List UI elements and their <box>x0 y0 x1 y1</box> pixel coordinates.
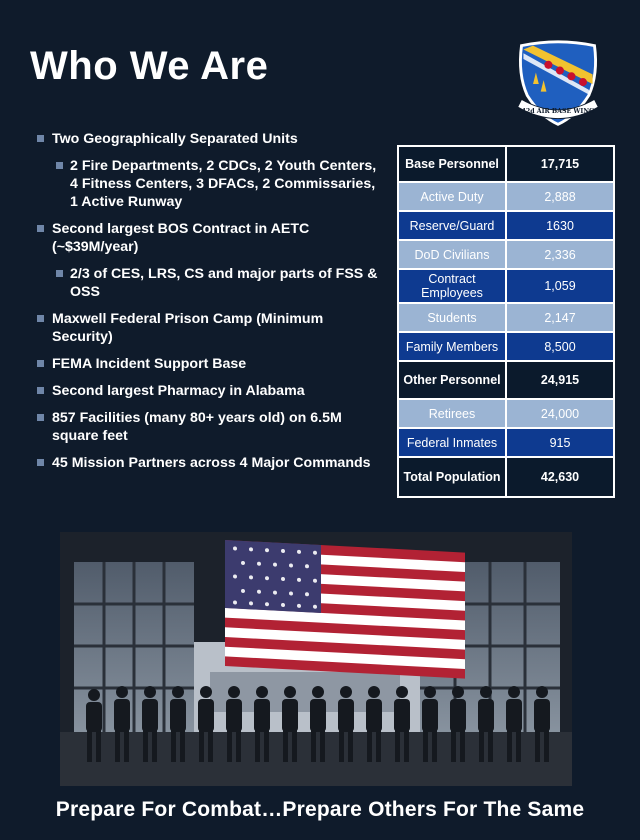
bullet-square-icon <box>37 414 44 421</box>
bullet-square-icon <box>37 459 44 466</box>
bullet-text: FEMA Incident Support Base <box>52 356 247 372</box>
bullet-text: Second largest Pharmacy in Alabama <box>52 383 305 399</box>
wing-emblem-icon <box>510 36 606 132</box>
bullet-square-icon <box>56 162 63 169</box>
bullet-item <box>36 454 386 472</box>
row-value: 8,500 <box>507 333 613 360</box>
sub-bullet-item <box>36 265 386 301</box>
bullet-item <box>36 220 386 256</box>
bullet-text: 857 Facilities (many 80+ years old) on 6.5M square feet <box>52 410 342 444</box>
bullet-square-icon <box>37 225 44 232</box>
row-label: Family Members <box>399 333 507 360</box>
table-row <box>399 333 613 362</box>
bullet-square-icon <box>56 270 63 277</box>
table-row <box>399 362 613 400</box>
row-value: 1,059 <box>507 270 613 302</box>
row-label: Students <box>399 304 507 331</box>
table-row <box>399 400 613 429</box>
table-row <box>399 212 613 241</box>
table-row <box>399 304 613 333</box>
table-row <box>399 147 613 183</box>
bullet-square-icon <box>37 135 44 142</box>
row-label: Reserve/Guard <box>399 212 507 239</box>
table-row <box>399 183 613 212</box>
row-value: 2,147 <box>507 304 613 331</box>
bullet-text: 2 Fire Departments, 2 CDCs, 2 Youth Centers, 4 Fitness Centers, 3 DFACs, 2 Commissaries, 1 Active Runway <box>70 158 377 210</box>
row-label: Base Personnel <box>399 147 507 181</box>
bullet-item <box>36 382 386 400</box>
table-row <box>399 458 613 496</box>
row-label: Other Personnel <box>399 362 507 398</box>
bullet-square-icon <box>37 315 44 322</box>
row-label: Federal Inmates <box>399 429 507 456</box>
tagline: Prepare For Combat…Prepare Others For The Same <box>55 798 585 821</box>
row-value: 24,915 <box>507 362 613 398</box>
bullet-text: Maxwell Federal Prison Camp (Minimum Security) <box>52 311 324 345</box>
bullet-text: 2/3 of CES, LRS, CS and major parts of FSS & OSS <box>70 266 378 300</box>
row-value: 2,888 <box>507 183 613 210</box>
table-row <box>399 241 613 270</box>
sub-bullet-item <box>36 157 386 211</box>
row-label: Contract Employees <box>399 270 507 302</box>
bullet-item <box>36 310 386 346</box>
row-value: 915 <box>507 429 613 456</box>
hangar-flag-photo <box>60 532 572 786</box>
population-table <box>397 145 615 498</box>
slide-title: Who We Are <box>30 44 269 88</box>
emblem-ribbon-text: 42d AIR BASE WING <box>521 107 595 115</box>
bullet-square-icon <box>37 360 44 367</box>
bullet-text: 45 Mission Partners across 4 Major Commands <box>52 455 371 471</box>
row-value: 2,336 <box>507 241 613 268</box>
row-value: 24,000 <box>507 400 613 427</box>
bullet-text: Two Geographically Separated Units <box>52 131 298 147</box>
row-label: Active Duty <box>399 183 507 210</box>
bullet-square-icon <box>37 387 44 394</box>
row-value: 42,630 <box>507 458 613 496</box>
row-label: Retirees <box>399 400 507 427</box>
row-value: 1630 <box>507 212 613 239</box>
table-row <box>399 270 613 304</box>
bullet-list <box>36 130 386 481</box>
bullet-item <box>36 409 386 445</box>
row-value: 17,715 <box>507 147 613 181</box>
bullet-item <box>36 130 386 148</box>
bullet-item <box>36 355 386 373</box>
row-label: DoD Civilians <box>399 241 507 268</box>
table-row <box>399 429 613 458</box>
bullet-text: Second largest BOS Contract in AETC (~$39M/year) <box>52 221 310 255</box>
row-label: Total Population <box>399 458 507 496</box>
